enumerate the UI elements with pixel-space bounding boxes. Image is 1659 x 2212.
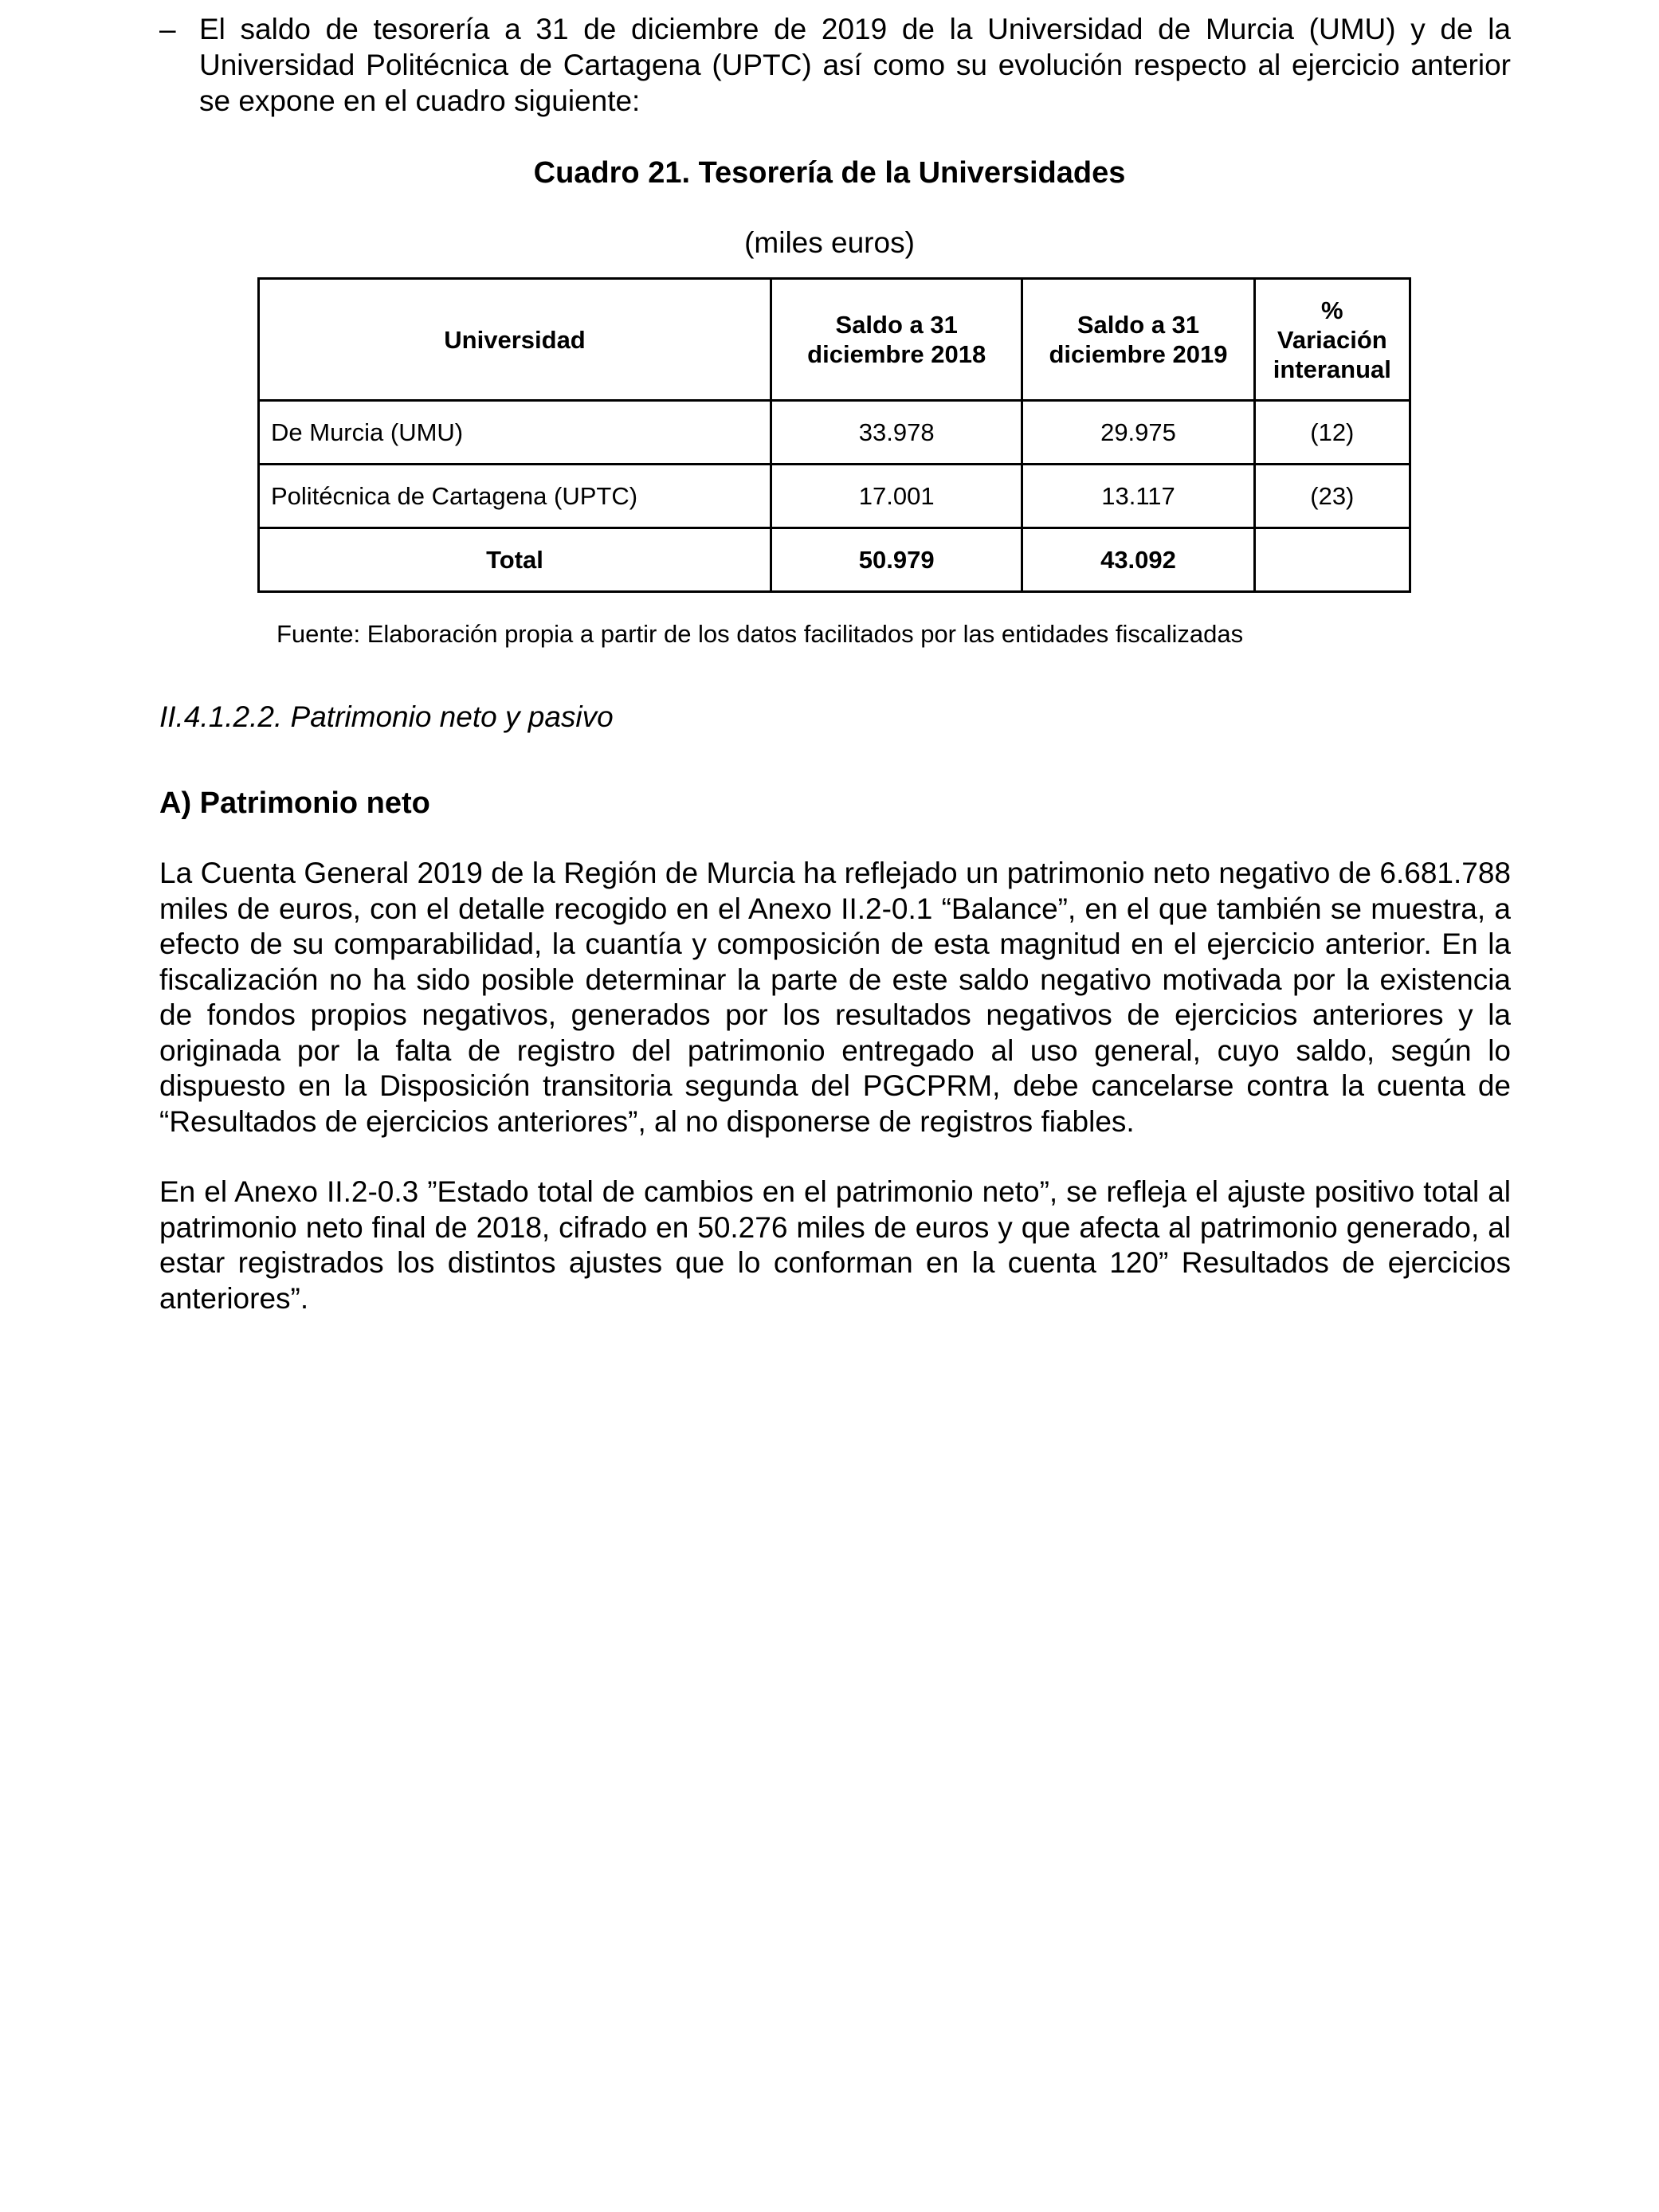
cell-total-saldo-2019: 43.092 xyxy=(1022,528,1254,592)
header-variacion-line2: Variación xyxy=(1277,325,1387,354)
bullet-paragraph xyxy=(159,11,1511,119)
table-row xyxy=(259,401,1410,465)
table-total-row xyxy=(259,528,1410,592)
cell-variacion: (23) xyxy=(1254,465,1410,528)
header-variacion-line1: % xyxy=(1321,296,1343,324)
section-subheading: A) Patrimonio neto xyxy=(159,786,430,820)
header-variacion-line3: interanual xyxy=(1273,355,1391,383)
cell-universidad: De Murcia (UMU) xyxy=(259,401,771,465)
header-saldo-2019-line1: Saldo a 31 xyxy=(1077,311,1200,339)
header-variacion xyxy=(1254,279,1410,401)
cell-universidad: Politécnica de Cartagena (UPTC) xyxy=(259,465,771,528)
header-universidad-label: Universidad xyxy=(444,325,586,354)
header-saldo-2018-line1: Saldo a 31 xyxy=(835,311,958,339)
header-saldo-2018 xyxy=(771,279,1022,401)
section-heading: II.4.1.2.2. Patrimonio neto y pasivo xyxy=(159,700,614,733)
cell-total-variacion xyxy=(1254,528,1410,592)
body-paragraph-1: La Cuenta General 2019 de la Región de Murcia ha reflejado un patrimonio neto negativo de 6.681.788 miles de euros, con el detalle recogido en el Anexo II.2-0.1 “Balance”, en el que también se muestra, a efecto de su comparabilidad, la cuantía y composición de esta magnitud en el ejercicio anterior. En la fiscalización no ha sido posible determinar la parte de este saldo negativo motivada por la existencia de fondos propios negativos, generados por los resultados negativos de ejercicios anteriores y la originada por la falta de registro del patrimonio entregado al uso general, cuyo saldo, según lo dispuesto en la Disposición transitoria segunda del PGCPRM, debe cancelarse contra la cuenta de “Resultados de ejercicios anteriores”, al no disponerse de registros fiables. xyxy=(159,857,1511,1138)
table-units: (miles euros) xyxy=(744,226,915,259)
cell-saldo-2019: 13.117 xyxy=(1022,465,1254,528)
cell-saldo-2019: 29.975 xyxy=(1022,401,1254,465)
cell-total-saldo-2018: 50.979 xyxy=(771,528,1022,592)
cell-total-label: Total xyxy=(259,528,771,592)
cell-variacion: (12) xyxy=(1254,401,1410,465)
table-source-note: Fuente: Elaboración propia a partir de los datos facilitados por las entidades fiscalizadas xyxy=(276,620,1244,648)
header-saldo-2018-line2: diciembre 2018 xyxy=(807,340,986,368)
table-header-row xyxy=(259,279,1410,401)
body-paragraph-2: En el Anexo II.2-0.3 ”Estado total de cambios en el patrimonio neto”, se refleja el ajuste positivo total al patrimonio neto final de 2018, cifrado en 50.276 miles de euros y que afecta al patrimonio generado, al estar registrados los distintos ajustes que lo conforman en la cuenta 120” Resultados de ejercicios anteriores”. xyxy=(159,1175,1511,1315)
cell-saldo-2018: 17.001 xyxy=(771,465,1022,528)
table-row xyxy=(259,465,1410,528)
table-title: Cuadro 21. Tesorería de la Universidades xyxy=(533,156,1126,190)
bullet-text: El saldo de tesorería a 31 de diciembre de 2019 de la Universidad de Murcia (UMU) y de la Universidad Politécnica de Cartagena (UPTC) así como su evolución respecto al ejercicio anterior se expone en el cuadro siguiente: xyxy=(199,13,1511,117)
header-universidad xyxy=(259,279,771,401)
header-saldo-2019-line2: diciembre 2019 xyxy=(1049,340,1228,368)
treasury-table xyxy=(257,277,1411,593)
header-saldo-2019 xyxy=(1022,279,1254,401)
bullet-dash: – xyxy=(159,13,176,45)
cell-saldo-2018: 33.978 xyxy=(771,401,1022,465)
